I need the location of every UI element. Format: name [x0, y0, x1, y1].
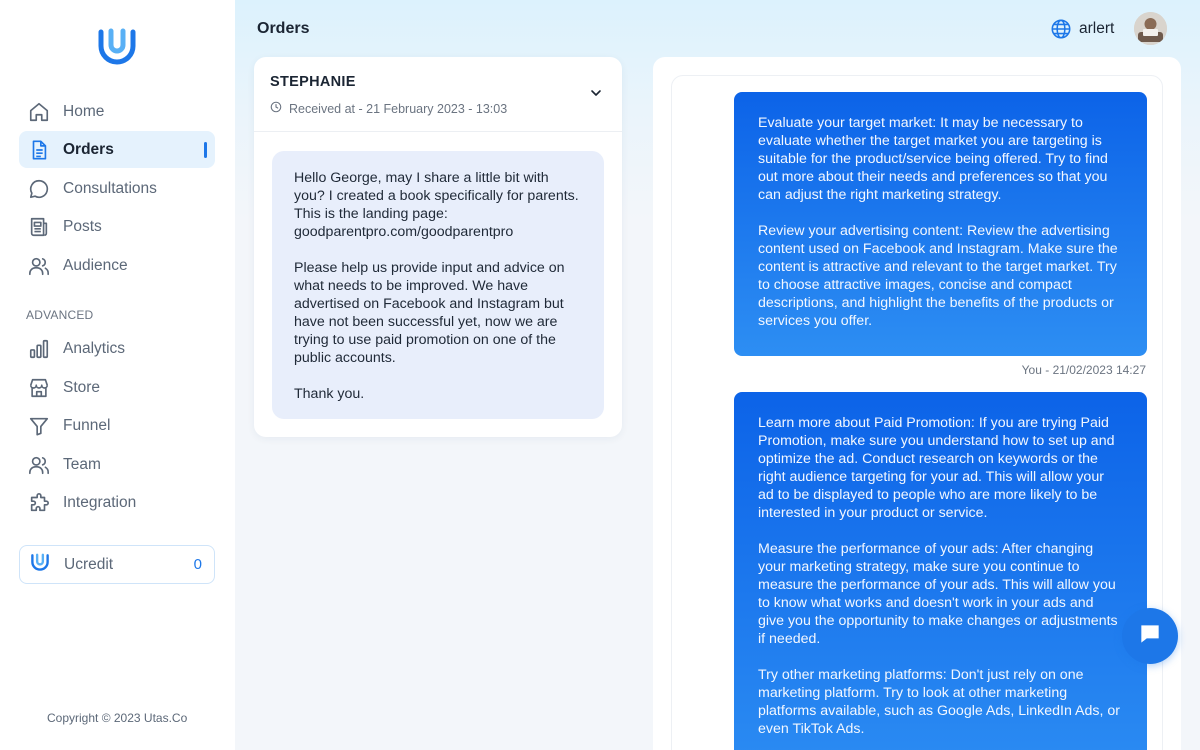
order-card [254, 57, 622, 437]
page-title: Orders [257, 20, 310, 37]
clock-icon [270, 100, 282, 118]
copyright: Copyright © 2023 Utas.Co [47, 711, 188, 725]
globe-icon[interactable] [1050, 18, 1072, 40]
section-label-advanced: ADVANCED [26, 308, 94, 322]
utas-logo-icon[interactable] [96, 26, 138, 66]
sidebar-item-label: Audience [63, 256, 128, 274]
sidebar-item-integration[interactable] [19, 484, 215, 521]
sidebar [0, 0, 235, 750]
received-text: Received at - 21 February 2023 - 13:03 [289, 102, 508, 116]
reply-message [734, 392, 1147, 750]
sidebar-item-analytics[interactable] [19, 330, 215, 367]
bar-chart-icon [28, 338, 50, 360]
chevron-down-icon[interactable] [588, 85, 604, 101]
sidebar-item-posts[interactable] [19, 208, 215, 245]
ucredit-label: Ucredit [64, 555, 114, 573]
puzzle-icon [28, 492, 50, 514]
reply-paragraph: Try other marketing platforms: Don't just rely on one marketing platform. Try to look at other marketing platforms available, such as Google Ads, LinkedIn Ads, or even TikTok Ads. [758, 667, 1120, 737]
funnel-icon [28, 415, 50, 437]
reply-thread[interactable] [671, 75, 1163, 750]
reply-paragraph: Measure the performance of your ads: After changing your marketing strategy, make sure you continue to measure the performance of your ads. This will allow you to know what works and doesn't work in your ads and give you the opportunity to make changes or adjustments if needed. [758, 541, 1118, 647]
sidebar-item-label: Integration [63, 493, 137, 511]
ucredit-button[interactable] [19, 545, 215, 584]
order-header[interactable] [254, 57, 622, 132]
customer-name: STEPHANIE [270, 74, 356, 90]
users-icon [28, 255, 50, 277]
reply-message [734, 92, 1147, 356]
team-icon [28, 454, 50, 476]
sidebar-item-label: Analytics [63, 339, 126, 357]
store-icon [28, 377, 50, 399]
home-icon [28, 101, 50, 123]
reply-timestamp: You - 21/02/2023 14:27 [1021, 363, 1146, 377]
sidebar-item-label: Store [63, 378, 101, 396]
reply-paragraph: Review your advertising content: Review the advertising content used on Facebook and Instagram. Make sure the content is attractive and relevant to the target market. Try to choose attractive images, concise and compact descriptions, and highlight the benefits of the products or services you offer. [758, 223, 1118, 329]
newspaper-icon [28, 216, 50, 238]
received-at [270, 100, 507, 118]
sidebar-item-funnel[interactable] [19, 407, 215, 444]
sidebar-item-orders[interactable] [19, 131, 215, 168]
reply-paragraph: Learn more about Paid Promotion: If you are trying Paid Promotion, make sure you understand how to set up and optimize the ad. Conduct research on keywords or the right audience targeting for your ad. This will allow your ad to be displayed to people who are more likely to be interested in your product or service. [758, 415, 1115, 521]
sidebar-item-label: Posts [63, 217, 102, 235]
sidebar-item-consultations[interactable] [19, 170, 215, 207]
sidebar-item-audience[interactable] [19, 247, 215, 284]
customer-message [272, 151, 604, 419]
chat-button[interactable] [1122, 608, 1178, 664]
ucredit-value: 0 [193, 556, 202, 573]
sidebar-item-team[interactable] [19, 446, 215, 483]
message-paragraph: Please help us provide input and advice on what needs to be improved. We have advertised on Facebook and Instagram but have not been successful yet, now we are trying to use paid promotion on one of the public accounts. [294, 260, 565, 366]
sidebar-item-store[interactable] [19, 369, 215, 406]
username[interactable]: arlert [1079, 20, 1115, 37]
sidebar-item-label: Funnel [63, 416, 111, 434]
sidebar-item-label: Home [63, 102, 105, 120]
reply-panel [653, 57, 1181, 750]
message-paragraph: Thank you. [294, 386, 365, 402]
chat-icon [1137, 621, 1163, 652]
sidebar-item-home[interactable] [19, 93, 215, 130]
sidebar-item-label: Consultations [63, 179, 157, 197]
chat-bubble-icon [28, 178, 50, 200]
reply-paragraph: Evaluate your target market: It may be necessary to evaluate whether the target market you are targeting is suitable for the product/service being offered. Try to find out more about their needs and preferences so that you can adjust the right marketing strategy. [758, 115, 1108, 203]
avatar[interactable] [1134, 12, 1167, 45]
message-paragraph: Hello George, may I share a little bit with you? I created a book specifically for parents. This is the landing page: goodparentpro.com/goodparentpro [294, 170, 579, 240]
sidebar-item-label: Team [63, 455, 101, 473]
sidebar-item-label: Orders [63, 140, 114, 158]
ucredit-logo-icon [30, 552, 50, 577]
document-icon [28, 139, 50, 161]
